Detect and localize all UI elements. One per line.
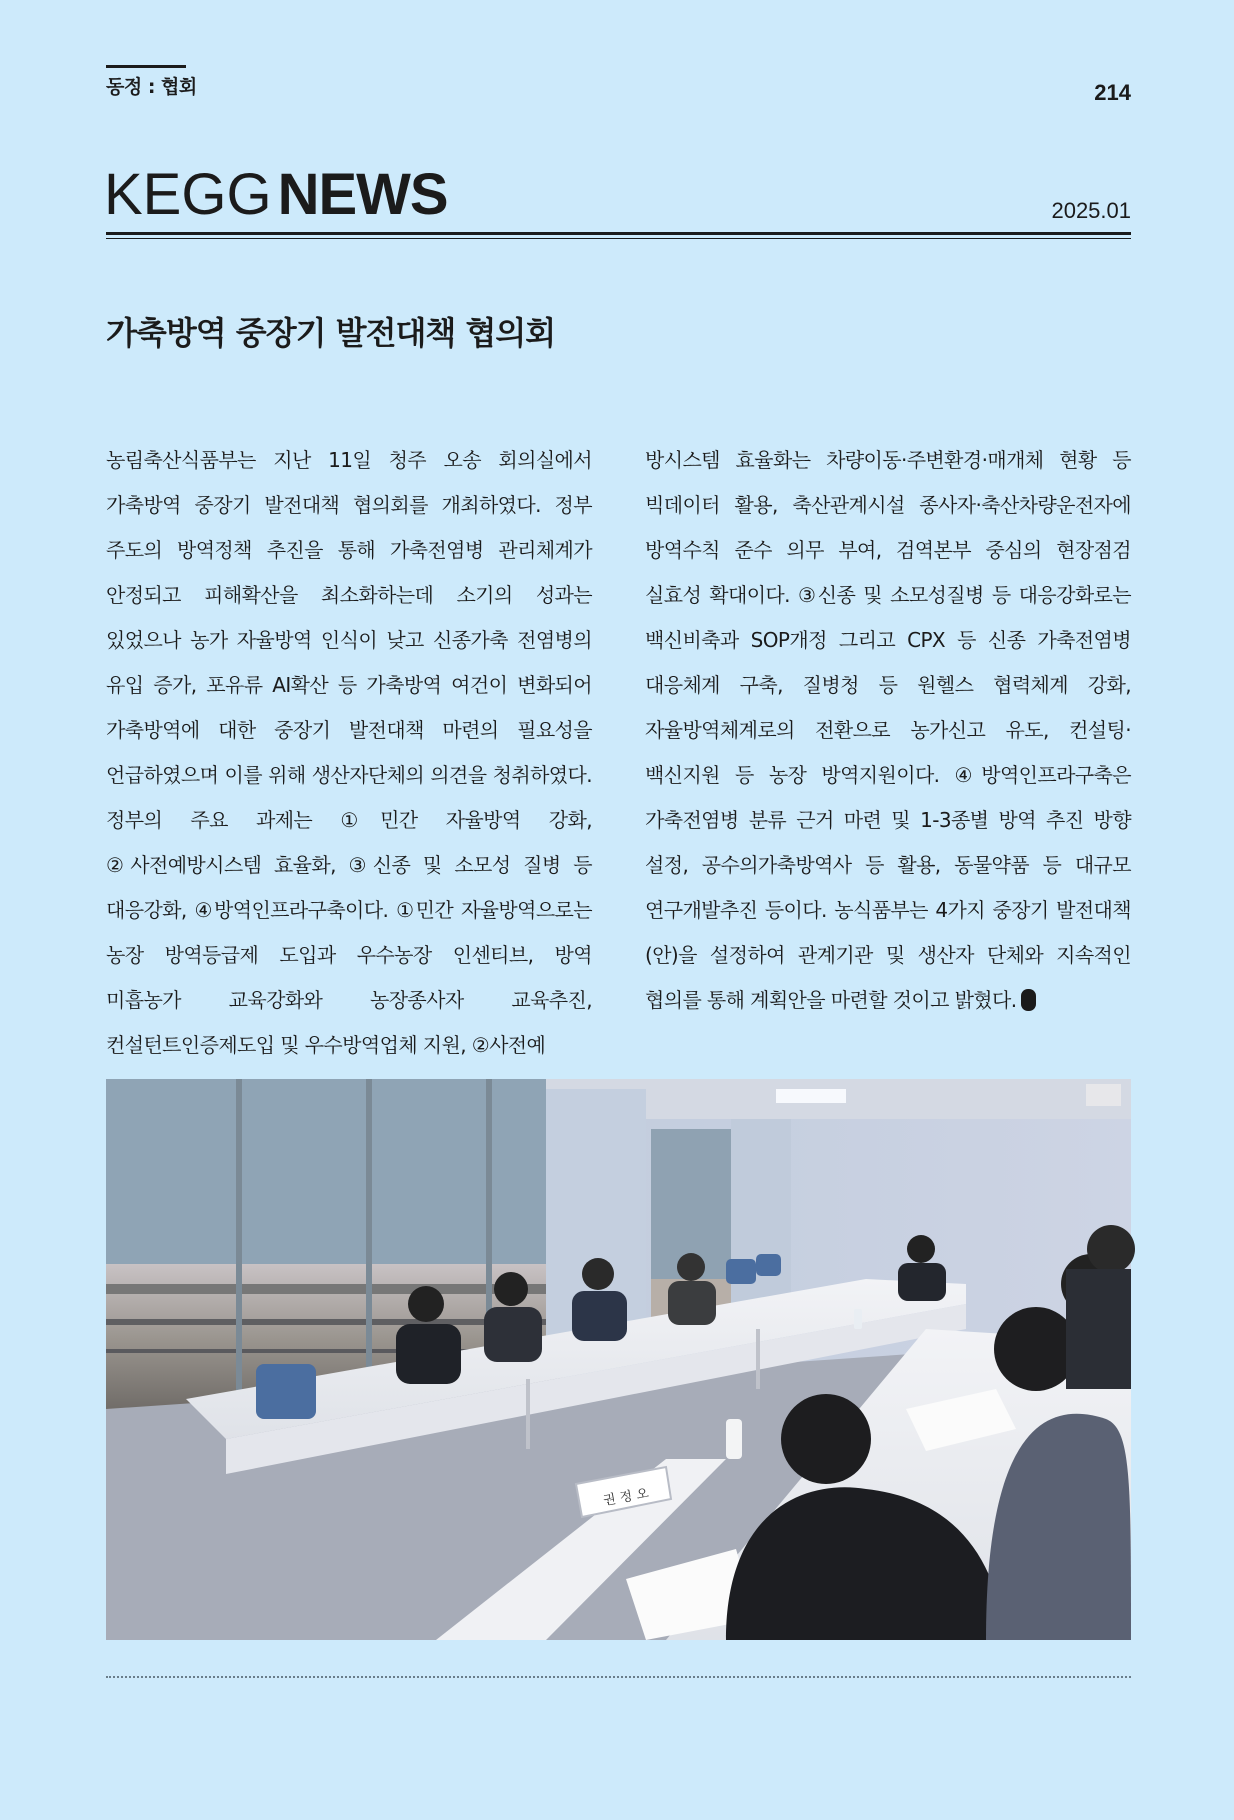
photo-nameplate: 권 정 오 — [602, 1486, 651, 1509]
page-number: 214 — [1094, 80, 1131, 105]
footer-dotted-rule — [106, 1676, 1131, 1678]
masthead-news: NEWS — [277, 162, 448, 227]
masthead — [104, 160, 448, 230]
header-rule-thin — [106, 238, 1131, 239]
issue-date: 2025.01 — [1051, 198, 1131, 223]
article-title: 가축방역 중장기 발전대책 협의회 — [106, 314, 556, 352]
section-label: 동정 : 협회 — [106, 72, 197, 99]
meeting-photo-illustration — [106, 1079, 1131, 1640]
body-text-left: 농림축산식품부는 지난 11일 청주 오송 회의실에서 가축방역 중장기 발전대책 협의회를 개최하였다. 정부 주도의 방역정책 추진을 통해 가축전염병 관리체계가 안정되고 피해확산을 최소화하는데 소기의 성과는 있었으나 농가 자율방역 인식이 낮고 신종가축 전염병의 유입 증가, 포유류 AI확산 등 가축방역 여건이 변화되어 가축방역에 대한 중장기 발전대책 마련의 필요성을 언급하였으며 이를 위해 생산자단체의 의견을 청취하였다. 정부의 주요 과제는 ①민간 자율방역 강화, ②사전예방시스템 효율화, ③신종 및 소모성 질병 등 대응강화, ④방역인프라구축이다. ①민간 자율방역으로는 농장 방역등급제 도입과 우수농장 인센티브, 방역 미흡농가 교육강화와 농장종사자 교육추진, 컨설턴트인증제도입 및 우수방역업체 지원, ②사전예 — [106, 448, 592, 1057]
article-body-left — [106, 438, 592, 1057]
header-rule — [106, 232, 1131, 235]
article-body-right — [645, 438, 1131, 1028]
body-text-right: 방시스템 효율화는 차량이동·주변환경·매개체 현황 등 빅데이터 활용, 축산관계시설 종사자·축산차량운전자에 방역수칙 준수 의무 부여, 검역본부 중심의 현장점검 실효성 확대이다. ③신종 및 소모성질병 등 대응강화로는 백신비축과 SOP개정 그리고 CPX 등 신종 가축전염병 대응체계 구축, 질병청 등 원헬스 협력체계 강화, 자율방역체계로의 전환으로 농가신고 유도, 컨설팅·백신지원 등 농장 방역지원이다. ④방역인프라구축은 가축전염병 분류 근거 마련 및 1-3종별 방역 추진 방향 설정, 공수의가축방역사 등 활용, 동물약품 등 대규모 연구개발추진 등이다. 농식품부는 4가지 중장기 발전대책(안)을 설정하여 관계기관 및 생산자 단체와 지속적인 협의를 통해 계획안을 마련할 것이고 밝혔다. — [645, 448, 1131, 1012]
meeting-photo — [106, 1079, 1131, 1640]
end-mark-icon — [1021, 989, 1036, 1011]
masthead-kegg: KEGG — [104, 162, 272, 227]
